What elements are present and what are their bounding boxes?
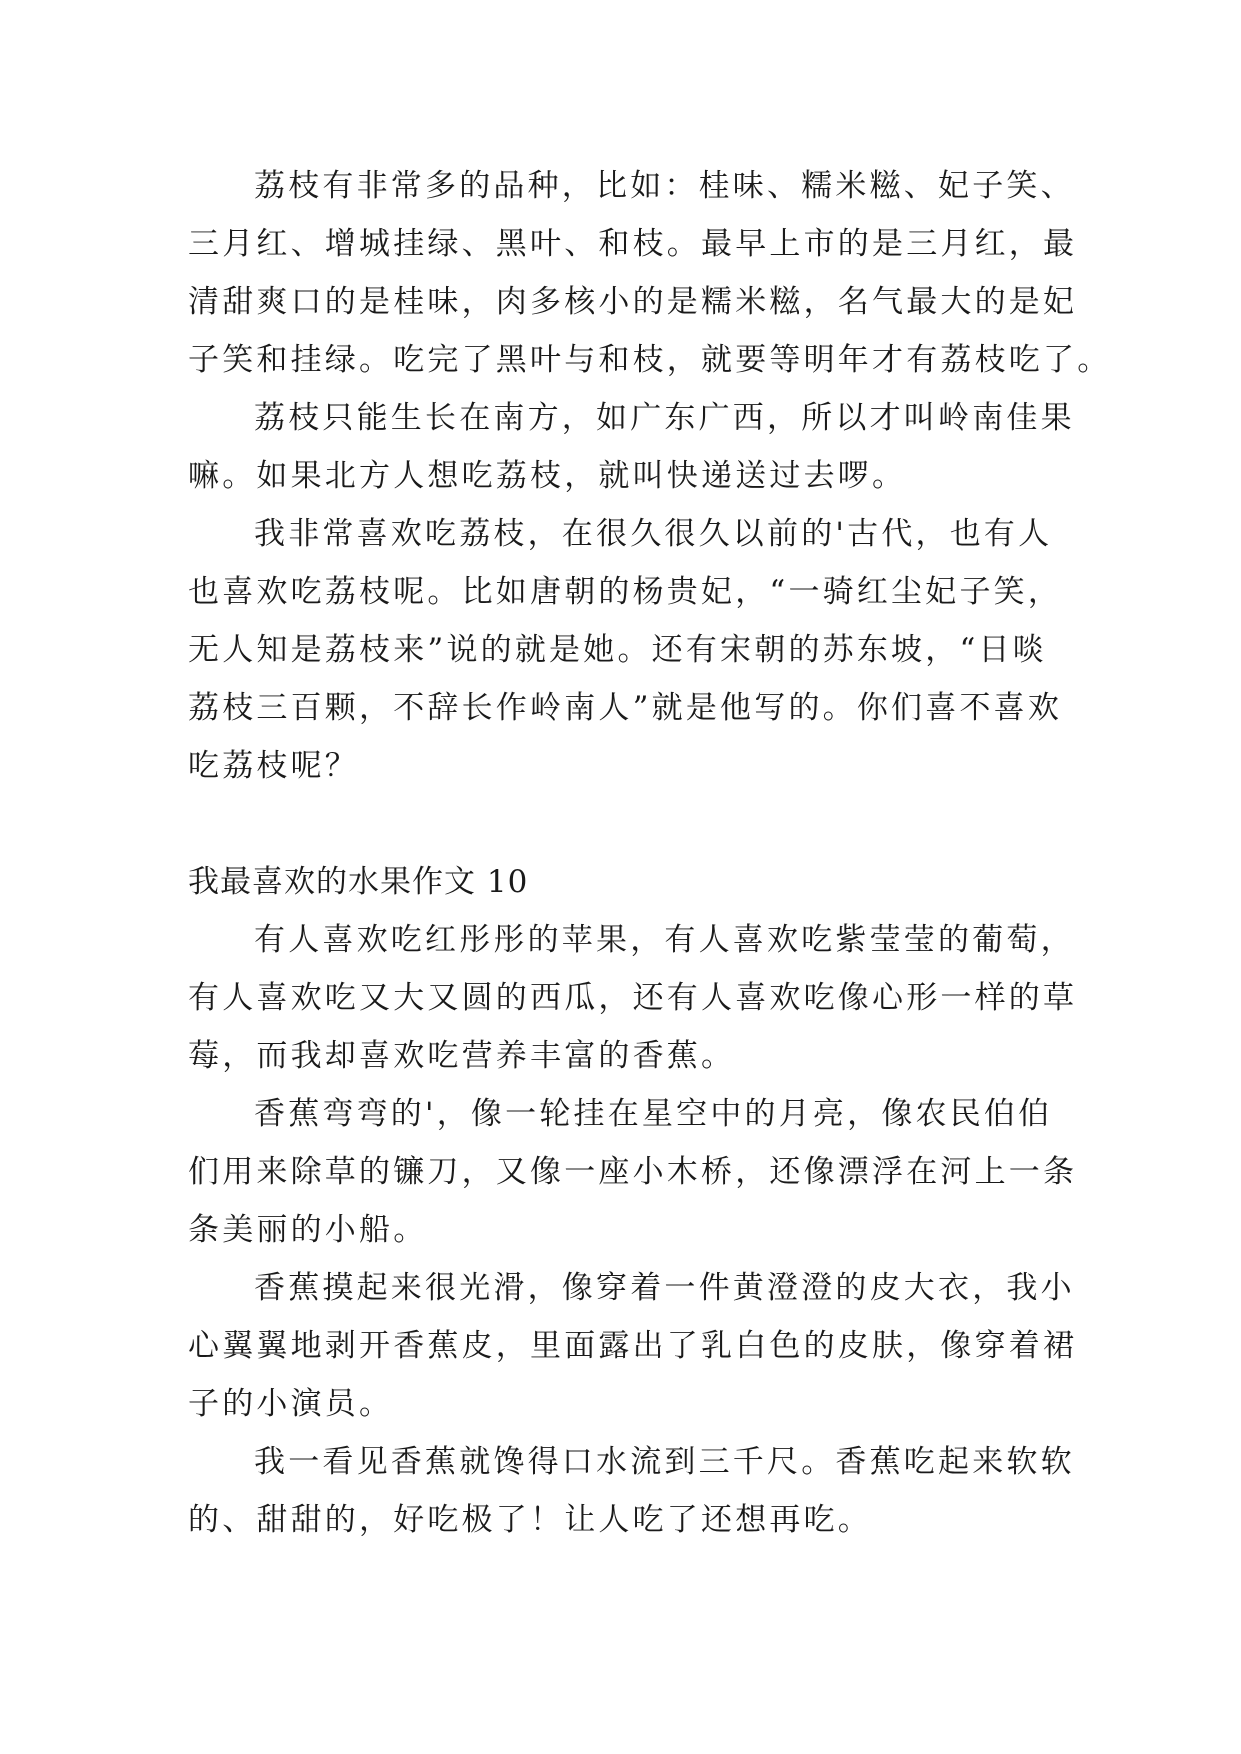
paragraph-3-line-1: 我非常喜欢吃荔枝，在很久很久以前的'古代，也有人 xyxy=(254,516,1053,552)
essay-title: 我最喜欢的水果作文 10 xyxy=(188,864,529,900)
paragraph-1-line-2: 三月红、增城挂绿、黑叶、和枝。最早上市的是三月红，最 xyxy=(188,226,1078,262)
essay-paragraph-2-line-1: 香蕉弯弯的'，像一轮挂在星空中的月亮，像农民伯伯 xyxy=(254,1096,1053,1132)
paragraph-1-line-3: 清甜爽口的是桂味，肉多核小的是糯米糍，名气最大的是妃 xyxy=(188,284,1078,320)
essay-paragraph-3-line-2: 心翼翼地剥开香蕉皮，里面露出了乳白色的皮肤，像穿着裙 xyxy=(188,1328,1078,1364)
paragraph-2-line-1: 荔枝只能生长在南方，如广东广西，所以才叫岭南佳果 xyxy=(254,400,1075,436)
essay-paragraph-2-line-3: 条美丽的小船。 xyxy=(188,1212,428,1248)
essay-paragraph-2-line-2: 们用来除草的镰刀，又像一座小木桥，还像漂浮在河上一条 xyxy=(188,1154,1078,1190)
essay-paragraph-1-line-3: 莓，而我却喜欢吃营养丰富的香蕉。 xyxy=(188,1038,736,1074)
essay-paragraph-4-line-1: 我一看见香蕉就馋得口水流到三千尺。香蕉吃起来软软 xyxy=(254,1444,1075,1480)
paragraph-1-line-1: 荔枝有非常多的品种，比如：桂味、糯米糍、妃子笑、 xyxy=(254,168,1075,204)
essay-paragraph-1-line-2: 有人喜欢吃又大又圆的西瓜，还有人喜欢吃像心形一样的草 xyxy=(188,980,1078,1016)
paragraph-2-line-2: 嘛。如果北方人想吃荔枝，就叫快递送过去啰。 xyxy=(188,458,907,494)
essay-paragraph-1-line-1: 有人喜欢吃红彤彤的苹果，有人喜欢吃紫莹莹的葡萄， xyxy=(254,922,1075,958)
essay-paragraph-3-line-3: 子的小演员。 xyxy=(188,1386,394,1422)
essay-paragraph-3-line-1: 香蕉摸起来很光滑，像穿着一件黄澄澄的皮大衣，我小 xyxy=(254,1270,1075,1306)
essay-paragraph-4-line-2: 的、甜甜的，好吃极了！让人吃了还想再吃。 xyxy=(188,1502,872,1538)
paragraph-3-line-4: 荔枝三百颗，不辞长作岭南人”就是他写的。你们喜不喜欢 xyxy=(188,690,1063,726)
paragraph-3-line-2: 也喜欢吃荔枝呢。比如唐朝的杨贵妃，“一骑红尘妃子笑， xyxy=(188,574,1063,610)
paragraph-3-line-5: 吃荔枝呢？ xyxy=(188,748,359,784)
paragraph-3-line-3: 无人知是荔枝来”说的就是她。还有宋朝的苏东坡，“日啖 xyxy=(188,632,1047,668)
paragraph-1-line-4: 子笑和挂绿。吃完了黑叶与和枝，就要等明年才有荔枝吃了。 xyxy=(188,342,1112,378)
